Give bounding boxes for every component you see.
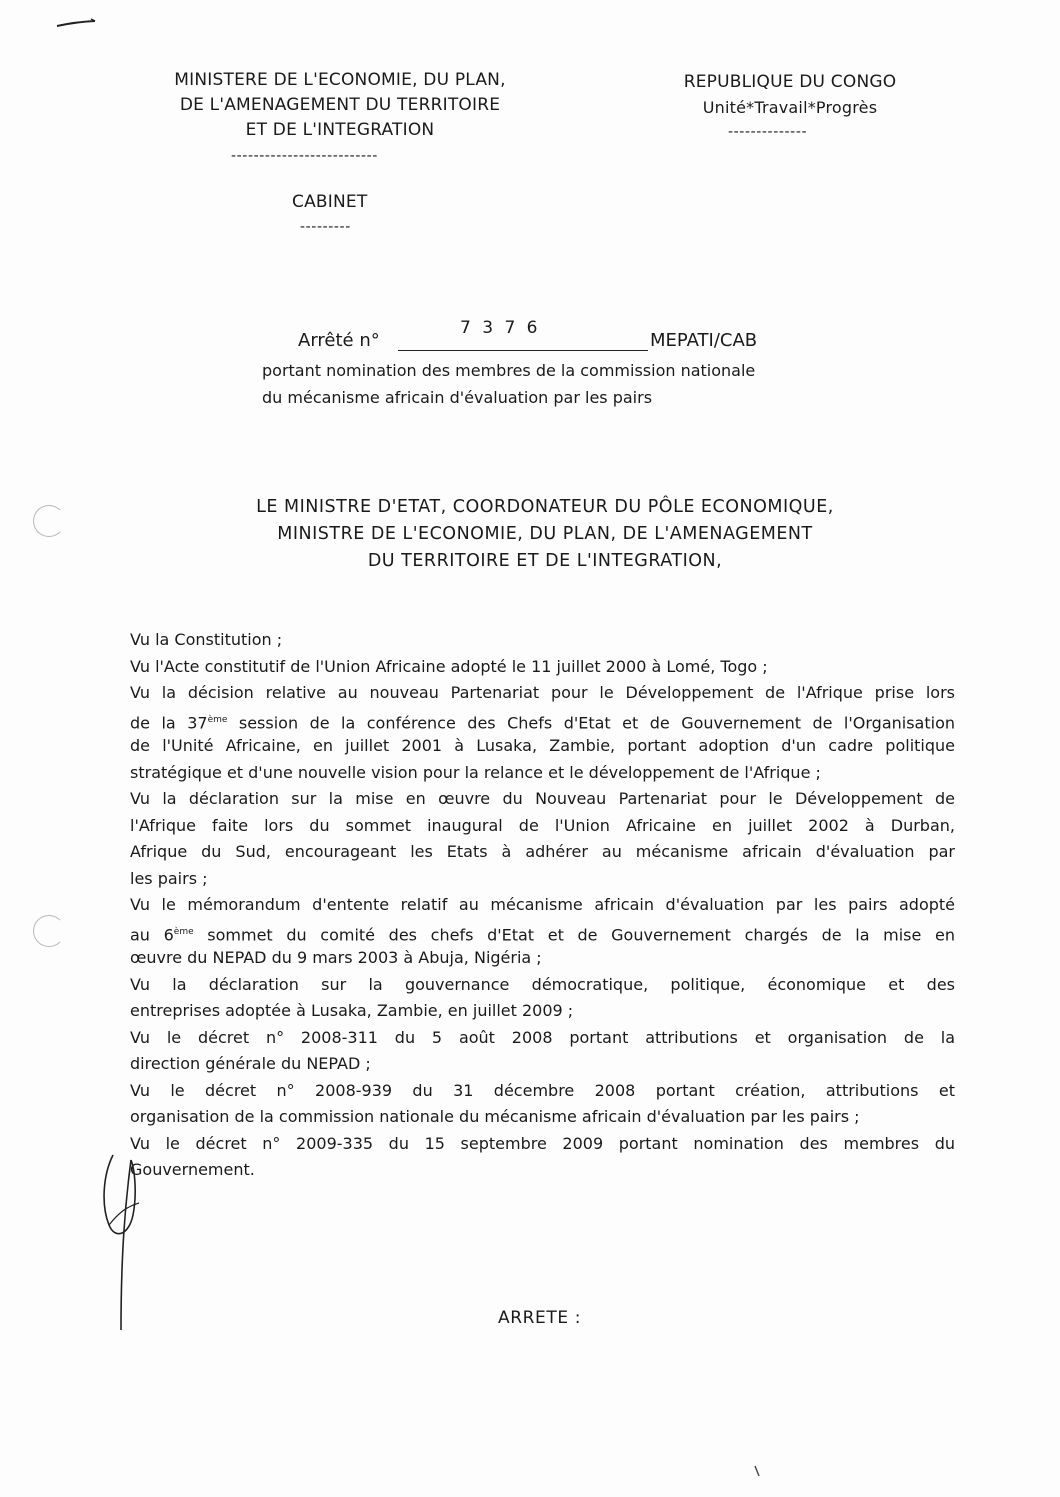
ministry-line-2: DE L'AMENAGEMENT DU TERRITOIRE [179,95,501,115]
visa-line: Vu la déclaration sur la mise en œuvre du Nouveau Partenariat pour le Développement de [130,789,955,808]
cabinet-separator: --------- [300,219,351,235]
visa-line: Vu la décision relative au nouveau Partenariat pour le Développement de l'Afrique prise lors [130,683,955,702]
punch-hole-mark-top [33,505,65,537]
visa-line: œuvre du NEPAD du 9 mars 2003 à Abuja, Nigéria ; [130,948,542,967]
ministry-header [110,68,570,143]
subject-line-2: du mécanisme africain d'évaluation par les pairs [262,388,653,407]
minister-title [150,494,940,575]
minister-title-line-1: LE MINISTRE D'ETAT, COORDONATEUR DU PÔLE ECONOMIQUE, [256,497,834,517]
superscript: ème [207,714,228,725]
visa-line: l'Afrique faite lors du sommet inaugural de l'Union Africaine en juillet 2002 à Durban, [130,815,955,835]
arrete-number-underline [398,350,648,351]
visa-line: entreprises adoptée à Lusaka, Zambie, en juillet 2009 ; [130,1001,574,1020]
cabinet-label: CABINET [292,192,368,212]
country-name: REPUBLIQUE DU CONGO [683,72,897,92]
visa-line: Vu la Constitution ; [130,630,283,649]
country-header [660,70,920,120]
country-separator: -------------- [728,124,808,140]
arrete-heading: ARRETE : [498,1308,582,1328]
visa-line: Vu l'Acte constitutif de l'Union Africaine adopté le 11 juillet 2000 à Lomé, Togo ; [130,656,768,676]
superscript: ème [173,926,194,937]
visa-line: stratégique et d'une nouvelle vision pour la relance et le développement de l'Afrique ; [130,762,821,782]
arrete-suffix: MEPATI/CAB [650,330,758,351]
punch-hole-mark-bottom [33,915,65,947]
visa-line: Vu le décret n° 2008-939 du 31 décembre 2008 portant création, attributions et [130,1080,955,1100]
visa-fragment: au 6 [130,924,174,944]
visa-fragment: session de la conférence des Chefs d'Etat et de Gouvernement de l'Organisation [227,712,956,732]
arrete-number: 7 3 7 6 [460,318,541,338]
subject-line-1: portant nomination des membres de la commission nationale [262,361,756,380]
visa-line: organisation de la commission nationale du mécanisme africain d'évaluation par les pairs ; [130,1107,860,1126]
pen-stroke-mark [55,14,100,34]
minister-title-line-3: DU TERRITOIRE ET DE L'INTEGRATION, [367,551,723,571]
visa-line [130,919,955,946]
visa-line: Vu le décret n° 2008-311 du 5 août 2008 portant attributions et organisation de la [130,1027,955,1047]
visa-line: de l'Unité Africaine, en juillet 2001 à Lusaka, Zambie, portant adoption d'un cadre politique [130,736,955,755]
visa-fragment: de la 37 [130,712,208,732]
stray-mark [752,1464,764,1480]
handwritten-paraph [95,1145,155,1335]
visa-line: Vu le mémorandum d'entente relatif au mécanisme africain d'évaluation par les pairs adopté [130,895,955,914]
visa-line [130,707,955,734]
visa-line: direction générale du NEPAD ; [130,1054,371,1073]
arrete-subject [262,357,755,411]
visa-fragment: sommet du comité des chefs d'Etat et de Gouvernement chargés de la mise en [193,924,955,944]
visa-line: Afrique du Sud, encourageant les Etats à adhérer au mécanisme africain d'évaluation par [130,842,955,861]
visa-line: Gouvernement. [130,1160,255,1179]
minister-title-line-2: MINISTRE DE L'ECONOMIE, DU PLAN, DE L'AMENAGEMENT [277,524,813,544]
country-motto: Unité*Travail*Progrès [702,98,878,117]
ministry-line-3: ET DE L'INTEGRATION [245,120,435,140]
visa-line: Vu la déclaration sur la gouvernance démocratique, politique, économique et des [130,974,955,994]
visa-line: les pairs ; [130,868,208,888]
visa-line: Vu le décret n° 2009-335 du 15 septembre 2009 portant nomination des membres du [130,1133,955,1153]
ministry-line-1: MINISTERE DE L'ECONOMIE, DU PLAN, [174,70,506,90]
ministry-separator: -------------------------- [231,148,378,164]
visas-block [130,627,955,1184]
arrete-label: Arrêté n° [298,330,380,351]
